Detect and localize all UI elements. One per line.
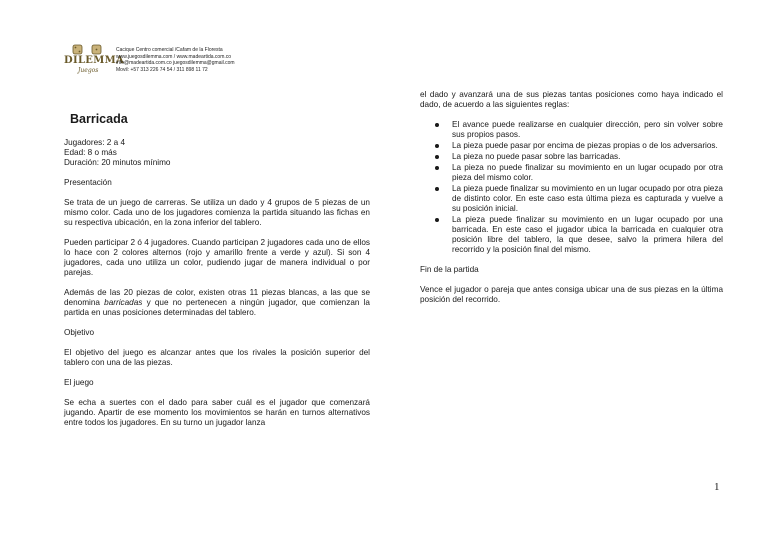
game-info [64,138,370,168]
rules-list [420,120,723,255]
rule-item: La pieza no puede pasar sobre las barricadas. [452,152,723,162]
document-title: Barricada [70,112,128,126]
duration-info: Duración: 20 minutos mínimo [64,158,171,167]
paragraph: Se trata de un juego de carreras. Se utiliza un dado y 4 grupos de 5 piezas de un mismo color. Cada uno de los jugadores comienza la partida situando las fichas en su respectiva ubicación, en la zona inferior del tablero. [64,198,370,227]
paragraph-text: Además de las 20 piezas de color, existen otras 11 piezas blancas, a las que se denomina [64,288,370,307]
paragraph-text: y que no pertenecen a ningún jugador, que comienzan la partida en unas posiciones determinadas del tablero. [64,298,370,317]
rule-item: La pieza puede finalizar su movimiento en un lugar ocupado por una barricada. En este caso el jugador ubica la barricada en cualquier otra posición libre del tablero, la que desee, salvo la primera hilera del recorrido y la posición final del mismo. [452,215,723,254]
company-line: Movil: +57 313 226 74 54 / 311 898 11 72 [116,66,208,73]
paragraph: Pueden participar 2 ó 4 jugadores. Cuando participan 2 jugadores cada uno de ellos lo hace con 2 colores alternos (rojo y amarillo frente a verde y azul). Si son 4 jugadores, cada uno utiliza un color, pudiendo jugar de manera individual o por parejas. [64,238,370,277]
rule-item: La pieza puede finalizar su movimiento en un lugar ocupado por otra pieza de distinto color. En este caso esta última pieza es capturada y vuelve a su posición inicial. [452,184,723,213]
logo-subtext: Juegos [78,67,99,74]
players-info: Jugadores: 2 a 4 [64,138,125,147]
section-heading-juego: El juego [64,378,94,387]
company-info [116,47,235,73]
paragraph: El objetivo del juego es alcanzar antes que los rivales la posición superior del tablero con una de las piezas. [64,348,370,367]
paragraph: Vence el jugador o pareja que antes consiga ubicar una de sus piezas en la última posición del recorrido. [420,285,723,304]
rule-item: La pieza no puede finalizar su movimiento en un lugar ocupado por otra pieza del mismo color. [452,163,723,182]
rule-item: El avance puede realizarse en cualquier dirección, pero sin volver sobre sus propios pasos. [452,120,723,139]
italic-term: barricadas [104,298,143,307]
company-line: Cacique Centro comercial /Cafam de la Floresta [116,47,223,53]
paragraph: Se echa a suertes con el dado para saber cuál es el jugador que comenzará jugando. Apartir de ese momento los movimientos se harán en turnos alternativos entre todos los jugadores. En su turno un jugador lanza [64,398,370,427]
page-number: 1 [714,481,720,493]
paragraph: el dado y avanzará una de sus piezas tantas posiciones como haya indicado el dado, de acuerdo a las siguientes reglas: [420,90,723,109]
age-info: Edad: 8 o más [64,148,117,157]
section-heading-objetivo: Objetivo [64,328,95,337]
company-line: info@madeartida.com.co juegosdilemma@gmail.com [116,60,235,66]
section-heading-presentacion: Presentación [64,178,112,187]
paragraph [64,288,370,318]
dilemma-logo [64,44,125,78]
rule-item: La pieza puede pasar por encima de piezas propias o de los adversarios. [452,141,723,151]
logo-text: DILEMMA [64,55,125,66]
company-line: www.juegosdilemma.com / www.madeartida.com.co [116,53,232,60]
right-column [420,90,723,315]
left-column [64,114,370,438]
section-heading-fin: Fin de la partida [420,265,479,274]
